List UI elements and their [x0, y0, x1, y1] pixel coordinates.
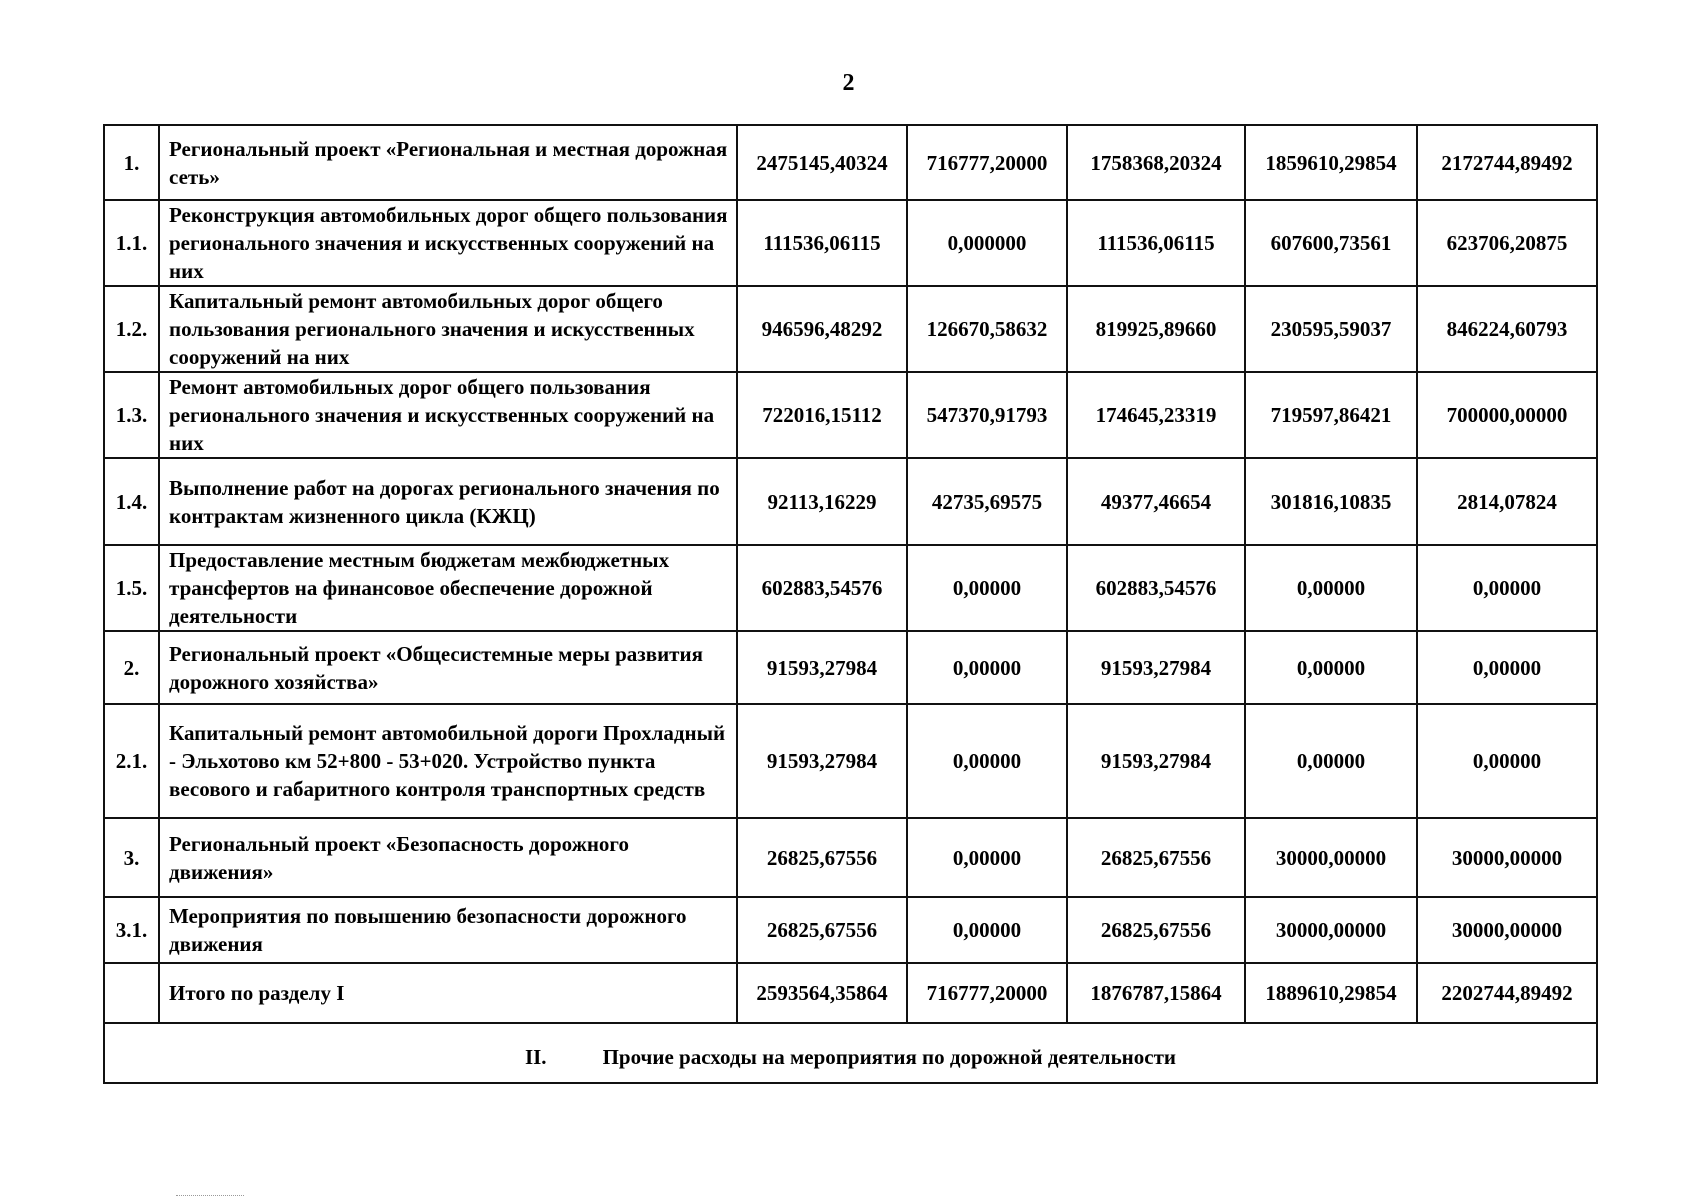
section-header-row — [104, 1023, 1597, 1083]
row-number: 2. — [104, 631, 159, 704]
value-cell: 91593,27984 — [1067, 631, 1245, 704]
value-cell: 819925,89660 — [1067, 286, 1245, 372]
total-number — [104, 963, 159, 1023]
value-cell: 623706,20875 — [1417, 200, 1597, 286]
total-value: 1889610,29854 — [1245, 963, 1417, 1023]
value-cell: 26825,67556 — [1067, 818, 1245, 897]
row-name: Реконструкция автомобильных дорог общего пользования регионального значения и искусственных сооружений на них — [159, 200, 737, 286]
value-cell: 26825,67556 — [737, 897, 907, 963]
table-row — [104, 200, 1597, 286]
value-cell: 0,00000 — [907, 631, 1067, 704]
value-cell: 846224,60793 — [1417, 286, 1597, 372]
value-cell: 126670,58632 — [907, 286, 1067, 372]
row-number: 1.3. — [104, 372, 159, 458]
row-name: Региональный проект «Региональная и местная дорожная сеть» — [159, 125, 737, 200]
value-cell: 2814,07824 — [1417, 458, 1597, 545]
total-value: 716777,20000 — [907, 963, 1067, 1023]
value-cell: 607600,73561 — [1245, 200, 1417, 286]
value-cell: 0,00000 — [907, 897, 1067, 963]
value-cell: 30000,00000 — [1417, 897, 1597, 963]
value-cell: 1859610,29854 — [1245, 125, 1417, 200]
value-cell: 174645,23319 — [1067, 372, 1245, 458]
value-cell: 0,00000 — [1245, 545, 1417, 631]
row-name: Мероприятия по повышению безопасности дорожного движения — [159, 897, 737, 963]
value-cell: 0,00000 — [907, 545, 1067, 631]
value-cell: 0,00000 — [1417, 545, 1597, 631]
value-cell: 30000,00000 — [1245, 818, 1417, 897]
row-name: Ремонт автомобильных дорог общего пользования регионального значения и искусственных сооружений на них — [159, 372, 737, 458]
row-name: Региональный проект «Безопасность дорожного движения» — [159, 818, 737, 897]
value-cell: 0,00000 — [1417, 631, 1597, 704]
row-number: 1.4. — [104, 458, 159, 545]
value-cell: 2172744,89492 — [1417, 125, 1597, 200]
section-header — [104, 1023, 1597, 1083]
value-cell: 2475145,40324 — [737, 125, 907, 200]
value-cell: 92113,16229 — [737, 458, 907, 545]
value-cell: 30000,00000 — [1417, 818, 1597, 897]
scan-artifact — [176, 1195, 244, 1196]
section-number: II. — [524, 1045, 547, 1069]
row-number: 1.1. — [104, 200, 159, 286]
value-cell: 700000,00000 — [1417, 372, 1597, 458]
total-value: 2593564,35864 — [737, 963, 907, 1023]
value-cell: 716777,20000 — [907, 125, 1067, 200]
value-cell: 1758368,20324 — [1067, 125, 1245, 200]
value-cell: 0,00000 — [907, 818, 1067, 897]
value-cell: 722016,15112 — [737, 372, 907, 458]
table-body — [104, 125, 1597, 1083]
value-cell: 42735,69575 — [907, 458, 1067, 545]
page-number: 2 — [842, 70, 855, 96]
row-name: Капитальный ремонт автомобильных дорог общего пользования регионального значения и искусственных сооружений на них — [159, 286, 737, 372]
value-cell: 719597,86421 — [1245, 372, 1417, 458]
table-row — [104, 704, 1597, 818]
value-cell: 946596,48292 — [737, 286, 907, 372]
budget-table — [103, 124, 1598, 1084]
value-cell: 602883,54576 — [1067, 545, 1245, 631]
value-cell: 91593,27984 — [1067, 704, 1245, 818]
value-cell: 0,00000 — [1245, 631, 1417, 704]
row-name: Капитальный ремонт автомобильной дороги Прохладный - Эльхотово км 52+800 - 53+020. Устройство пункта весового и габаритного контроля транспортных средств — [159, 704, 737, 818]
value-cell: 26825,67556 — [1067, 897, 1245, 963]
table-row — [104, 545, 1597, 631]
value-cell: 49377,46654 — [1067, 458, 1245, 545]
total-value: 1876787,15864 — [1067, 963, 1245, 1023]
table-row — [104, 818, 1597, 897]
value-cell: 301816,10835 — [1245, 458, 1417, 545]
row-name: Предоставление местным бюджетам межбюджетных трансфертов на финансовое обеспечение дорожной деятельности — [159, 545, 737, 631]
row-number: 1. — [104, 125, 159, 200]
table-row — [104, 286, 1597, 372]
value-cell: 26825,67556 — [737, 818, 907, 897]
total-value: 2202744,89492 — [1417, 963, 1597, 1023]
row-number: 1.2. — [104, 286, 159, 372]
table-row — [104, 125, 1597, 200]
row-name: Региональный проект «Общесистемные меры развития дорожного хозяйства» — [159, 631, 737, 704]
value-cell: 0,000000 — [907, 200, 1067, 286]
value-cell: 111536,06115 — [737, 200, 907, 286]
table-row — [104, 372, 1597, 458]
value-cell: 91593,27984 — [737, 704, 907, 818]
section-title: Прочие расходы на мероприятия по дорожной деятельности — [602, 1045, 1177, 1069]
value-cell: 91593,27984 — [737, 631, 907, 704]
row-number: 1.5. — [104, 545, 159, 631]
value-cell: 111536,06115 — [1067, 200, 1245, 286]
table-row — [104, 458, 1597, 545]
value-cell: 0,00000 — [1245, 704, 1417, 818]
value-cell: 0,00000 — [907, 704, 1067, 818]
value-cell: 547370,91793 — [907, 372, 1067, 458]
value-cell: 230595,59037 — [1245, 286, 1417, 372]
row-number: 2.1. — [104, 704, 159, 818]
row-number: 3.1. — [104, 897, 159, 963]
table-row — [104, 897, 1597, 963]
row-name: Выполнение работ на дорогах регионального значения по контрактам жизненного цикла (КЖЦ) — [159, 458, 737, 545]
table-row — [104, 631, 1597, 704]
value-cell: 30000,00000 — [1245, 897, 1417, 963]
total-label: Итого по разделу I — [159, 963, 737, 1023]
value-cell: 602883,54576 — [737, 545, 907, 631]
total-row — [104, 963, 1597, 1023]
value-cell: 0,00000 — [1417, 704, 1597, 818]
row-number: 3. — [104, 818, 159, 897]
